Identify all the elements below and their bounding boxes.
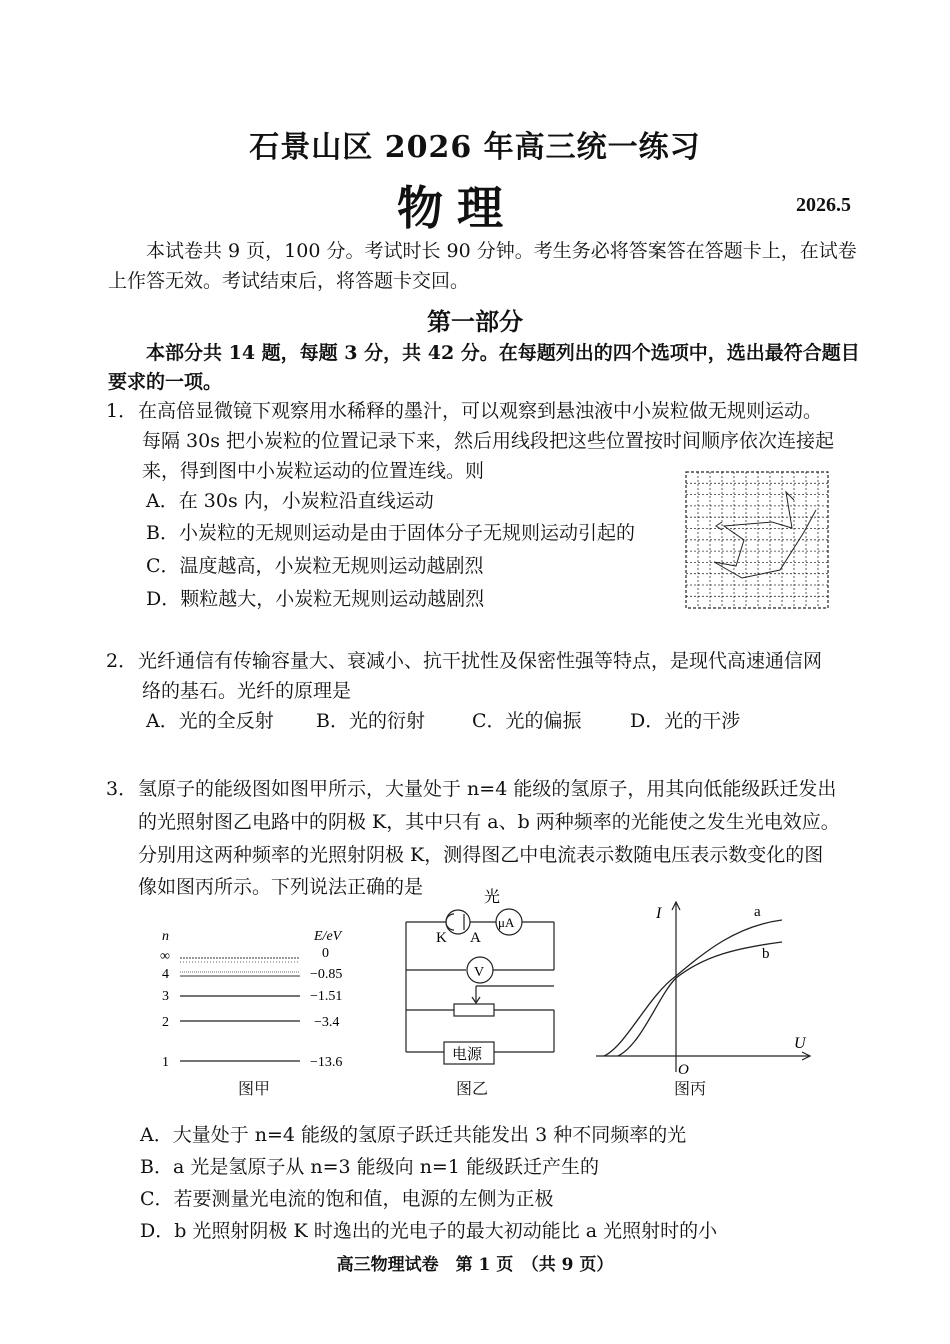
intro-line-2: 上作答无效。考试结束后，将答题卡交回。	[108, 270, 470, 292]
level-e-inf: 0	[322, 946, 329, 961]
level-n-3: 3	[162, 989, 169, 1004]
intro-line-1: 本试卷共 9 页，100 分。考试时长 90 分钟。考生务必将答案答在答题卡上，在试卷	[146, 240, 857, 262]
q3-option-c: C．若要测量光电流的饱和值，电源的左侧为正极	[140, 1188, 554, 1210]
fig-jia-caption: 图甲	[238, 1079, 271, 1098]
curve-a	[604, 920, 782, 1056]
energy-level-diagram	[150, 920, 370, 1100]
q2-option-d: D．光的干涉	[630, 710, 741, 732]
cathode-label: K	[436, 930, 447, 946]
source-label: 电源	[452, 1047, 483, 1063]
q3-stem-1: 氢原子的能级图如图甲所示，大量处于 n=4 能级的氢原子，用其向低能级跃迁发出	[138, 778, 837, 800]
level-n-2: 2	[162, 1015, 169, 1030]
q3-stem-2: 的光照射图乙电路中的阴极 K，其中只有 a、b 两种频率的光能使之发生光电效应。	[138, 811, 840, 833]
q1-option-c: C．温度越高，小炭粒无规则运动越剧烈	[146, 555, 484, 577]
q1-option-b: B．小炭粒的无规则运动是由于固体分子无规则运动引起的	[146, 522, 635, 544]
level-n-1: 1	[162, 1055, 169, 1070]
iu-curve-graph	[596, 896, 816, 1076]
level-n-inf: ∞	[160, 949, 170, 964]
level-e-2: −3.4	[314, 1015, 340, 1030]
q1-option-a: A．在 30s 内，小炭粒沿直线运动	[146, 490, 434, 512]
q1-stem-3: 来，得到图中小炭粒运动的位置连线。则	[142, 460, 485, 482]
part-heading: 第一部分	[427, 307, 523, 336]
part-desc-1: 本部分共 14 题，每题 3 分，共 42 分。在每题列出的四个选项中，选出最符合题目	[146, 342, 860, 364]
curve-b-label: b	[762, 946, 770, 962]
rheostat-icon	[454, 1004, 494, 1016]
part-desc-2: 要求的一项。	[108, 371, 223, 393]
q1-particle-path-figure	[684, 470, 832, 612]
q1-stem-2: 每隔 30s 把小炭粒的位置记录下来，然后用线段把这些位置按时间顺序依次连接起	[142, 430, 835, 452]
q2-option-c: C．光的偏振	[472, 710, 582, 732]
i-axis-label: I	[656, 905, 662, 922]
q3-stem-4: 像如图丙所示。下列说法正确的是	[138, 876, 424, 898]
exam-title: 石景山区 2026 年高三统一练习	[249, 130, 701, 165]
u-axis-label: U	[794, 1035, 806, 1052]
q3-stem-3: 分别用这两种频率的光照射阴极 K，测得图乙中电流表示数随电压表示数变化的图	[138, 844, 824, 866]
curve-a-label: a	[754, 904, 761, 920]
page-footer: 高三物理试卷 第 1 页 （共 9 页）	[336, 1255, 614, 1275]
photoelectric-circuit	[392, 880, 572, 1080]
anode-label: A	[470, 930, 481, 946]
ammeter-label: μA	[498, 915, 515, 930]
level-n-4: 4	[162, 967, 169, 982]
q3-option-a: A．大量处于 n=4 能级的氢原子跃迁共能发出 3 种不同频率的光	[140, 1124, 687, 1146]
q3-option-b: B．a 光是氢原子从 n=3 能级向 n=1 能级跃迁产生的	[140, 1156, 599, 1178]
energy-axis-label: E/eV	[314, 929, 342, 944]
level-e-4: −0.85	[310, 967, 343, 982]
q2-stem-1: 光纤通信有传输容量大、衰减小、抗干扰性及保密性强等特点，是现代高速通信网	[138, 650, 823, 672]
phototube-icon	[446, 910, 470, 934]
voltmeter-label: V	[474, 965, 485, 980]
fig-bing-caption: 图丙	[674, 1079, 707, 1098]
q2-stem-2: 络的基石。光纤的原理是	[142, 680, 352, 702]
level-e-3: −1.51	[310, 989, 343, 1004]
subject-title: 物理	[397, 181, 517, 235]
q1-stem-1: 在高倍显微镜下观察用水稀释的墨汁，可以观察到悬浊液中小炭粒做无规则运动。	[138, 400, 823, 422]
origin-label: O	[678, 1062, 689, 1076]
exam-date: 2026.5	[796, 194, 851, 216]
light-label: 光	[484, 889, 501, 906]
q1-option-d: D．颗粒越大，小炭粒无规则运动越剧烈	[146, 588, 485, 610]
curve-b	[618, 942, 782, 1056]
q2-number: 2．	[106, 650, 138, 672]
q2-option-a: A．光的全反射	[146, 710, 274, 732]
n-axis-label: n	[162, 929, 169, 944]
level-e-1: −13.6	[310, 1055, 343, 1070]
q2-option-b: B．光的衍射	[316, 710, 425, 732]
fig-yi-caption: 图乙	[456, 1079, 489, 1098]
q3-number: 3．	[106, 778, 138, 800]
q3-option-d: D．b 光照射阴极 K 时逸出的光电子的最大初动能比 a 光照射时的小	[140, 1220, 718, 1242]
q1-number: 1．	[106, 400, 138, 422]
